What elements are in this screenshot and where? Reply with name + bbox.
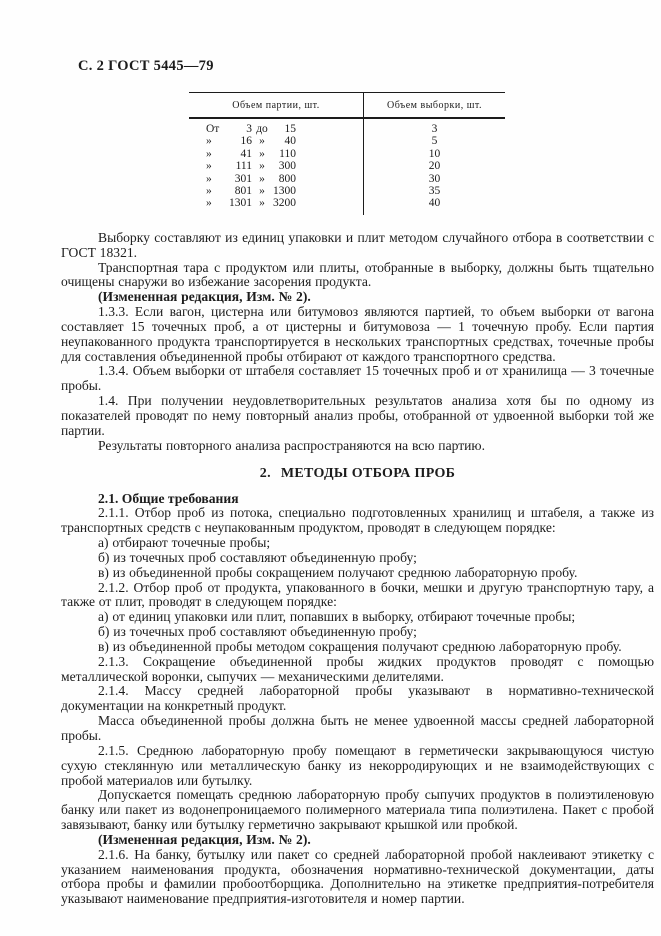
section-2-heading (61, 466, 654, 482)
section-number: 2. (259, 465, 271, 481)
table-row: » 801 » 1300 (206, 185, 296, 198)
table-row: » 111 » 300 (206, 160, 296, 173)
page-content (61, 92, 654, 907)
table-cell: 40 (428, 197, 441, 210)
column-header-party-volume: Объем партии, шт. (189, 93, 364, 117)
amendment-note: (Измененная редакция, Изм. № 2). (98, 289, 311, 305)
list-item: б) из точечных проб составляют объединенную пробу; (98, 549, 417, 565)
paragraph: 2.1.5. Среднюю лабораторную пробу помещают в герметически закрывающуюся чистую сухую стеклянную или металлическую банку из некорродирующих и не взаимодействующих с пробой материалов или бутылку. (61, 742, 654, 788)
list-item: б) из точечных проб составляют объединенную пробу; (98, 624, 417, 640)
table-cell: 10 (428, 147, 441, 160)
section-title: МЕТОДЫ ОТБОРА ПРОБ (280, 465, 456, 481)
table-body (189, 119, 505, 215)
table-row: От 3 до 15 (206, 123, 296, 135)
table-header-row (189, 92, 505, 119)
table-cell: 30 (428, 172, 441, 185)
paragraph: 2.1.4. Массу средней лабораторной пробы указывают в нормативно-технической документации на конкретный продукт. (61, 683, 654, 714)
section-2-paragraphs (61, 506, 654, 907)
list-item: а) от единиц упаковки или плит, попавших в выборку, отбирают точечные пробы; (98, 609, 576, 625)
list-item: в) из объединенной пробы методом сокращения получают среднюю лабораторную пробу. (98, 638, 622, 654)
paragraph: 1.4. При получении неудовлетворительных результатов анализа хотя бы по одному из показателей проводят по нему повторный анализ пробы, отобранной от удвоенной выборки той же партии. (61, 393, 654, 438)
table-cell: 5 (431, 135, 438, 148)
table-cell: 3 (431, 123, 438, 135)
paragraph: 2.1.1. Отбор проб из потока, специально подготовленных хранилищ и штабеля, а также из транспортных средств с неупакованным продуктом, проводят в следующем порядке: (61, 505, 654, 536)
sample-volume-column (364, 119, 505, 215)
paragraph: Результаты повторного анализа распространяются на всю партию. (98, 437, 485, 453)
column-header-sample-volume: Объем выборки, шт. (386, 100, 483, 111)
list-item: в) из объединенной пробы сокращением получают среднюю лабораторную пробу. (98, 564, 578, 580)
paragraph: 1.3.4. Объем выборки от штабеля составляет 15 точечных проб и от хранилища — 3 точечные пробы. (61, 363, 654, 394)
table-row: » 1301 » 3200 (206, 197, 296, 210)
paragraph: Допускается помещать среднюю лабораторную пробу сыпучих продуктов в полиэтиленовую банку или пакет из водонепроницаемого полимерного материала типа полиэтилена. Пакет с пробой завязывают, банку или бутылку герметично закрывают крышкой или пробкой. (61, 787, 654, 833)
section-1-paragraphs (61, 231, 654, 454)
paragraph: 2.1.2. Отбор проб от продукта, упакованного в бочки, мешки и другую транспортную тару, а также от плит, проводят в следующем порядке: (61, 579, 654, 610)
list-item: а) отбирают точечные пробы; (98, 535, 271, 551)
subsection-2-1-heading: 2.1. Общие требования (98, 490, 239, 506)
paragraph: 2.1.6. На банку, бутылку или пакет со средней лабораторной пробой наклеивают этикетку с указанием наименования продукта, обозначения нормативно-технической документации, даты отбора пробы и фамилии пробоотборщика. Дополнительно на этикетке предприятия-потребителя указывают наименование предприятия-изготовителя и номер партии. (61, 846, 654, 907)
sampling-volume-table (189, 92, 505, 215)
paragraph: 2.1.3. Сокращение объединенной пробы жидких продуктов проводят с помощью металлической воронки, сыпучих — механическими делителями. (61, 653, 654, 684)
table-row: » 301 » 800 (206, 172, 296, 185)
table-row: » 16 » 40 (206, 135, 296, 148)
paragraph: Масса объединенной пробы должна быть не менее удвоенной массы средней лабораторной пробы. (61, 713, 654, 743)
paragraph: Транспортная тара с продуктом или плиты, отобранные в выборку, должны быть тщательно очищены снаружи во избежание засорения продукта. (61, 259, 654, 290)
table-cell: 20 (428, 160, 441, 173)
table-row: » 41 » 110 (206, 147, 296, 160)
paragraph: Выборку составляют из единиц упаковки и плит методом случайного отбора в соответствии с ГОСТ 18321. (61, 229, 654, 260)
paragraph: 1.3.3. Если вагон, цистерна или битумовоз являются партией, то объем выборки от вагона составляет 15 точечных проб, а от цистерны и битумовоза — 1 точечную пробу. Если партия неупакованного продукта транспортируется в нескольких транспортных средствах, точечные пробы для составления объединенной пробы отбирают от каждого транспортного средства. (61, 304, 654, 364)
page-header: С. 2 ГОСТ 5445—79 (78, 58, 214, 74)
party-volume-column (189, 119, 364, 215)
amendment-note: (Измененная редакция, Изм. № 2). (98, 831, 311, 847)
table-cell: 35 (428, 185, 441, 198)
